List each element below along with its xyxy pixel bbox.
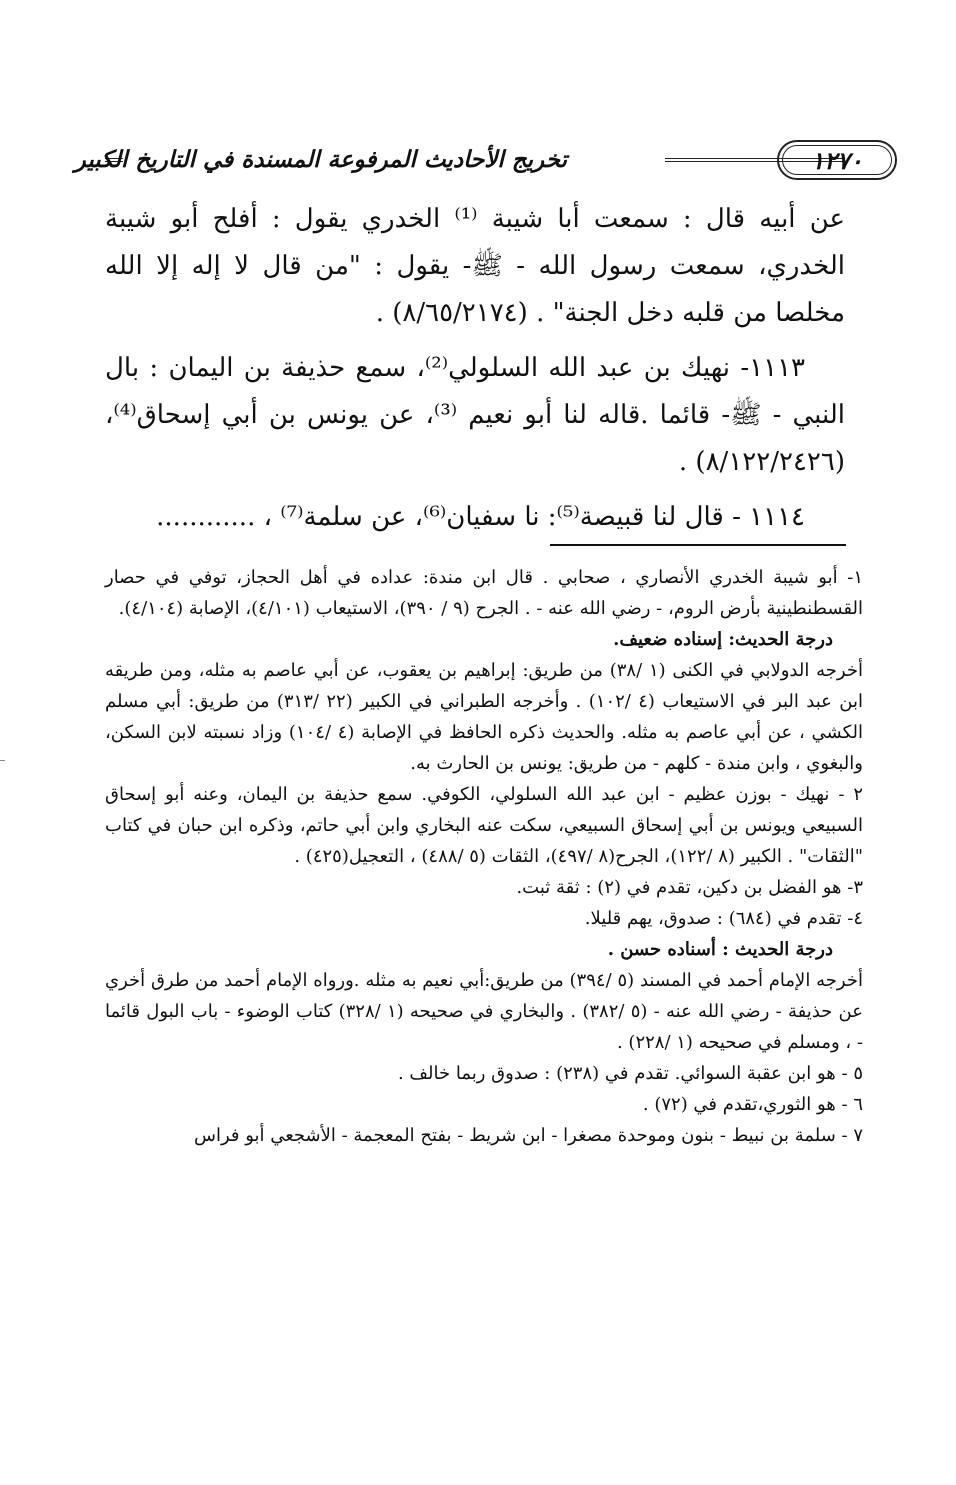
footnote-detail: أخرجه الإمام أحمد في المسند (٥ /٣٩٤) من طريق:أبي نعيم به مثله .ورواه الإمام أحمد من طرق أخري عن حذيفة - رضي الله عنه - (٥ /٣٨٢) . والبخاري في صحيحه (١ /٣٢٨) كتاب الوضوء - باب البول قائما - ، ومسلم في صحيحه (١ /٢٢٨) . [105, 970, 864, 1053]
main-paragraph: عن أبيه قال : سمعت أبا شيبة ⁽¹⁾ الخدري يقول : أفلح أبو شيبة الخدري، سمعت رسول الله - ﷺ- يقول : "من قال لا إله إلا الله مخلصا من قلبه دخل الجنة" . (٨/٦٥/٢١٧٤) . [105, 204, 846, 328]
main-paragraph: ١١١٣- نهيك بن عبد الله السلولي⁽²⁾، سمع حذيفة بن اليمان : بال النبي - ﷺ- قائما .قاله لنا أبو نعيم ⁽³⁾، عن يونس بن أبي إسحاق⁽⁴⁾، (٨/١٢٢/٢٤٢٦) . [105, 353, 846, 477]
margin-mark [0, 760, 5, 761]
footnote: ٣- هو الفضل بن دكين، تقدم في (٢) : ثقة ثبت. [516, 877, 863, 898]
footnote-heading: درجة الحديث : أسناده حسن . [607, 939, 833, 960]
footnote-heading: درجة الحديث: إسناده ضعيف. [613, 629, 833, 650]
footnote: ٦ - هو الثوري،تقدم في (٧٢) . [642, 1094, 863, 1115]
footnote: ٥ - هو ابن عقبة السوائي. تقدم في (٢٣٨) : صدوق ربما خالف . [397, 1063, 863, 1084]
footnote-separator [550, 544, 846, 546]
page-number: ١٢٧٠ [811, 145, 863, 175]
running-header [74, 140, 863, 180]
header-title: تخريج الأحاديث المرفوعة المسندة في التاريخ الكبير [74, 146, 567, 173]
main-paragraph: ١١١٤ - قال لنا قبيصة⁽⁵⁾: نا سفيان⁽⁶⁾، عن سلمة⁽⁷⁾ ، ............ [156, 502, 805, 532]
footnote: ٤- تقدم في (٦٨٤) : صدوق، يهم قليلا. [584, 908, 863, 929]
footnote: ١- أبو شيبة الخدري الأنصاري ، صحابي . قال ابن مندة: عداده في أهل الحجاز، توفي في حصار القسطنطينية بأرض الروم، - رضي الله عنه - . الجرح (٩ / ٣٩٠)، الاستيعاب (٤/١٠١)، الإصابة (٤/١٠٤). [105, 567, 863, 619]
page-number-badge [777, 140, 897, 180]
main-text-block [105, 196, 845, 549]
footnotes-block [105, 562, 863, 1151]
footnote: ٧ - سلمة بن نبيط - بنون وموحدة مصغرا - ابن شريط - بفتح المعجمة - الأشجعي أبو فراس [193, 1125, 863, 1146]
footnote-detail: أخرجه الدولابي في الكنى (١ /٣٨) من طريق: إبراهيم بن يعقوب، عن أبي عاصم به مثله، ومن طريقه ابن عبد البر في الاستيعاب (٤ /١٠٢) . وأخرجه الطبراني في الكبير (٢٢ /٣١٣) من طريق: أبي مسلم الكشي ، عن أبي عاصم به مثله. والحديث ذكره الحافظ في الإصابة (٤ /١٠٤) وزاد نسبته لابن السكن، والبغوي ، وابن مندة - كلهم - من طريق: يونس بن الحارث به. [105, 660, 864, 774]
footnote: ٢ - نهيك - بوزن عظيم - ابن عبد الله السلولي، الكوفي. سمع حذيفة بن اليمان، وعنه أبو إسحاق السبيعي ويونس بن أبي إسحاق السبيعي، سكت عنه البخاري وابن أبي حاتم، وذكره ابن حبان في كتاب "الثقات" . الكبير (٨ /١٢٢)، الجرح(٨ /٤٩٧)، الثقات (٥ /٤٨٨) ، التعجيل(٤٢٥) . [105, 784, 863, 867]
